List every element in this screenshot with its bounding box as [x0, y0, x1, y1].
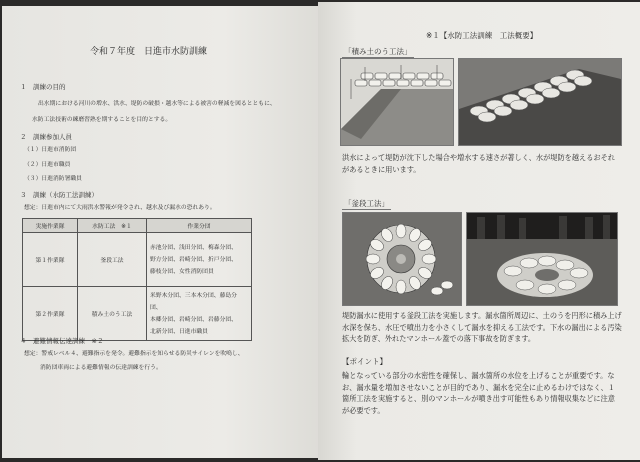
- section-3-heading: ３ 訓練（水防工法訓練）: [20, 191, 98, 199]
- section-4-text: 消防団車両による避難情報の伝達訓練を行う。: [40, 365, 162, 371]
- section-4-heading: ４ 避難情報伝達訓練 ※２: [20, 337, 104, 345]
- table-header-row: [23, 219, 252, 233]
- method-label: 「積み土のう工法」: [344, 47, 412, 56]
- point-label: 【ポイント】: [342, 357, 387, 366]
- section-3-scenario: 想定：日進市内にて大雨洪水警報が発令され、越水及び漏水の恐れあり。: [24, 205, 216, 211]
- method-label: 「釜段工法」: [344, 199, 389, 208]
- participant-item: （２）日進市職員: [24, 162, 71, 168]
- group-line: 赤池分団、浅田分団、梅森分団、: [150, 244, 237, 251]
- group-line: 北新分団、日進市職員: [150, 328, 208, 335]
- training-table: [22, 218, 252, 341]
- ring-levee-description: 堤防漏水に使用する釜段工法を実施します。漏水箇所周辺に、土のうを円形に積み上げ水深を保ち、水圧で噴出力を小さくして漏水を抑える工法です。下水の漏出による汚染拡大を防ぎ、外れたマンホール蓋での落下事故を防ぎます。: [342, 311, 622, 343]
- section-4-text: 想定：警戒レベル４、避難指示を発令。避難指示を知らせる防災サイレンを吹鳴し、: [24, 351, 244, 357]
- table-header: 水防工法 ※１: [78, 219, 147, 233]
- left-page: [2, 6, 320, 458]
- right-header: ※１【水防工法訓練 工法概要】: [426, 31, 538, 40]
- sandbag-levee-illustration: [340, 58, 454, 146]
- document-title: 令和７年度 日進市水防訓練: [90, 47, 208, 57]
- section-1-text: 水防工法技術の練磨習熟を期することを目的とする。: [32, 117, 172, 123]
- table-cell-method: 積み土のう工法: [78, 287, 147, 341]
- point-description: 輪となっている部分の水密性を確保し、漏水箇所の水位を上げることが重要です。なお、漏水量を増加させないことが目的であり、漏水を完全に止めるわけではなく、１箇所工法を実施すると、別のマンホールが噴き出す可能性もあり情報収集などに注意が必要です。: [342, 371, 615, 415]
- table-row: [23, 233, 252, 287]
- ring-levee-illustration: [342, 212, 462, 306]
- participant-item: （１）日進市消防団: [24, 147, 77, 153]
- sandbag-photo: [458, 58, 622, 146]
- ring-levee-photo: [466, 212, 618, 306]
- right-page: [318, 2, 640, 460]
- table-header: 実施作業隊: [23, 219, 78, 233]
- group-line: 米野木分団、三本木分団、藤島分団、: [150, 292, 237, 311]
- table-row: [23, 287, 252, 341]
- table-cell-team: 第２作業隊: [23, 287, 78, 341]
- table-cell-groups: [147, 287, 252, 341]
- table-header: 作業分団: [147, 219, 252, 233]
- sandbag-description: 洪水によって堤防が沈下した場合や増水する速さが著しく、水が堤防を越えるおそれがあるときに用います。: [342, 153, 615, 174]
- section-1-heading: １ 訓練の目的: [20, 83, 66, 91]
- group-line: 本郷分団、岩崎分団、岩藤分団、: [150, 316, 237, 323]
- group-line: 野方分団、岩崎分団、折戸分団、: [150, 256, 237, 263]
- section-2-heading: ２ 訓練参加人員: [20, 133, 72, 141]
- group-line: 藤枝分団、女性消防団員: [150, 268, 214, 275]
- table-cell-method: 釜段工法: [78, 233, 147, 287]
- table-cell-groups: [147, 233, 252, 287]
- table-cell-team: 第１作業隊: [23, 233, 78, 287]
- participant-item: （３）日進消防署職員: [24, 176, 82, 182]
- section-1-text: 出水期における河川の増水、洪水、堤防の破損・越水等による被害の軽減を図るとともに、: [38, 101, 276, 107]
